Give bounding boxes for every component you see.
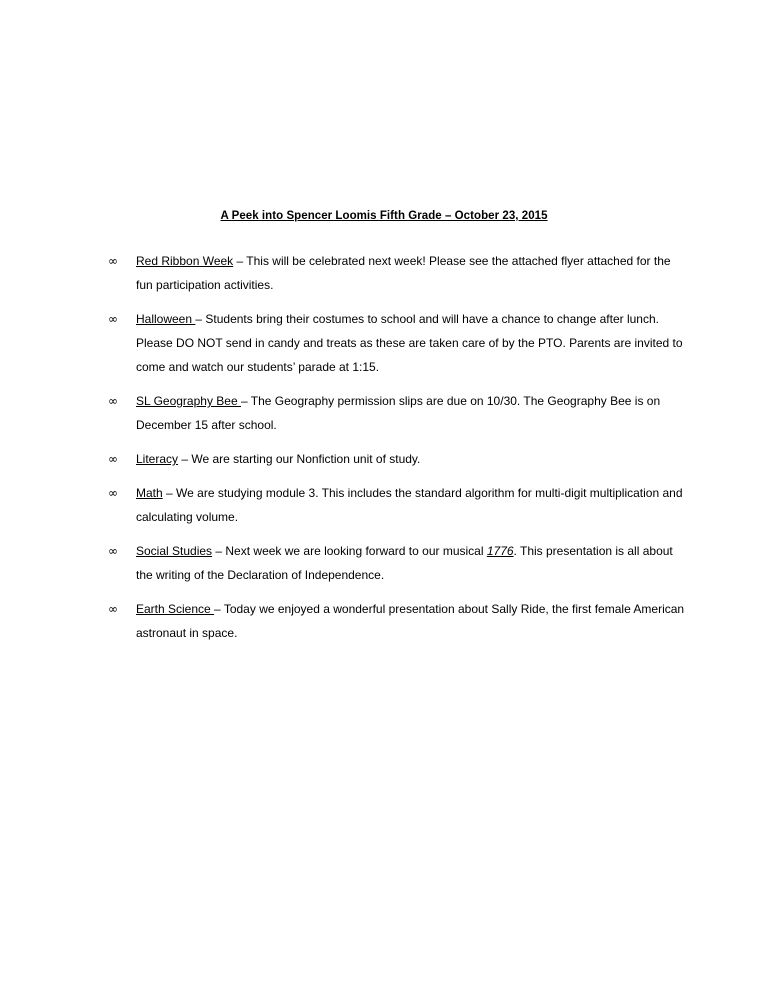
item-heading: Earth Science <box>136 602 215 616</box>
list-item-math <box>108 481 688 529</box>
item-heading: Literacy <box>136 452 179 466</box>
list-item-earth-science <box>108 597 688 645</box>
item-text-after: . This presentation is all about the writing of the Declaration of Independence. <box>136 544 673 582</box>
infinity-bullet-icon: ∞ <box>108 544 118 558</box>
item-heading: Red Ribbon Week <box>136 254 234 268</box>
item-text: – The Geography permission slips are due on 10/30. The Geography Bee is on December 15 after school. <box>136 394 661 432</box>
list-item-literacy <box>108 447 688 471</box>
infinity-bullet-icon: ∞ <box>108 254 118 268</box>
item-text-before: – Next week we are looking forward to our musical <box>212 544 487 558</box>
page-title: A Peek into Spencer Loomis Fifth Grade – October 23, 2015 <box>220 210 548 222</box>
item-text: – We are starting our Nonfiction unit of study. <box>178 452 421 466</box>
item-text: – Today we enjoyed a wonderful presentation about Sally Ride, the first female American astronaut in space. <box>136 602 685 640</box>
list-item-geography-bee <box>108 389 688 437</box>
item-heading: SL Geography Bee <box>136 394 241 408</box>
infinity-bullet-icon: ∞ <box>108 602 118 616</box>
item-heading: Math <box>136 486 163 500</box>
item-heading: Social Studies <box>136 544 213 558</box>
infinity-bullet-icon: ∞ <box>108 486 118 500</box>
infinity-bullet-icon: ∞ <box>108 394 118 408</box>
item-text: – We are studying module 3. This includes the standard algorithm for multi-digit multiplication and calculating volume. <box>136 486 683 524</box>
item-text: – Students bring their costumes to school and will have a chance to change after lunch. Please DO NOT send in candy and treats as these are taken care of by the PTO. Parents are invited to come and watch our students’ parade at 1:15. <box>136 312 683 374</box>
list-item-halloween <box>108 307 688 379</box>
musical-title: 1776 <box>486 544 514 558</box>
infinity-bullet-icon: ∞ <box>108 452 118 466</box>
list-item-red-ribbon-week <box>108 249 688 297</box>
list-item-social-studies <box>108 539 688 587</box>
item-text: – This will be celebrated next week! Please see the attached flyer attached for the fun participation activities. <box>136 254 671 292</box>
item-heading: Halloween <box>136 312 196 326</box>
announcement-list <box>108 249 688 655</box>
infinity-bullet-icon: ∞ <box>108 312 118 326</box>
